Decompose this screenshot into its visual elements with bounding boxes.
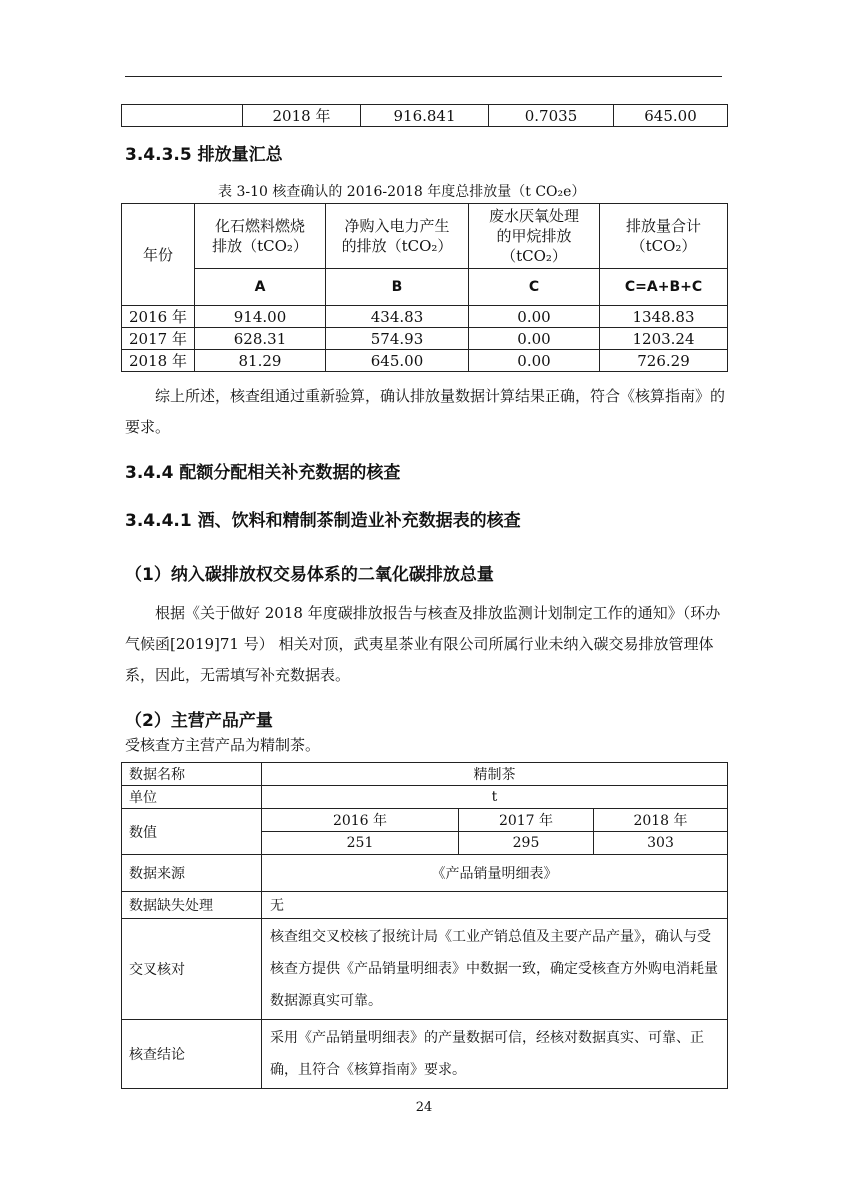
product-output-table [121, 762, 728, 1089]
year-cell: 2016 年 [122, 306, 195, 328]
name-label: 数据名称 [122, 763, 262, 786]
value-cell: 0.00 [469, 306, 600, 328]
prev-table [121, 104, 728, 127]
year-cell: 2017 年 [459, 809, 594, 832]
section-heading-344: 3.4.4 配额分配相关补充数据的核查 [125, 463, 401, 483]
col-d-code: C=A+B+C [600, 269, 728, 306]
col-b-header-line2: 的排放（tCO₂） [341, 237, 453, 255]
value-cell: 574.93 [326, 328, 469, 350]
table-row [122, 786, 728, 809]
source-value: 《产品销量明细表》 [262, 855, 728, 892]
value-cell: 295 [459, 832, 594, 855]
col-b-header-line1: 净购入电力产生 [344, 217, 450, 235]
year-cell: 2018 年 [594, 809, 728, 832]
table-row [122, 306, 728, 328]
col-c-header-line3: （tCO₂） [501, 247, 567, 265]
col-a-header-line1: 化石燃料燃烧 [214, 217, 305, 235]
table-cell: 2018 年 [243, 105, 361, 127]
source-label: 数据来源 [122, 855, 262, 892]
year-cell: 2018 年 [122, 350, 195, 372]
year-cell: 2016 年 [262, 809, 459, 832]
value-label: 数值 [122, 809, 262, 855]
subheading-1: （1）纳入碳排放权交易体系的二氧化碳排放总量 [125, 565, 494, 585]
subheading-2: （2）主营产品产量 [125, 711, 273, 731]
value-cell: 1348.83 [600, 306, 728, 328]
paragraph-2: 受核查方主营产品为精制茶。 [125, 736, 321, 754]
col-b-header [326, 204, 469, 269]
col-c-header-line2: 的甲烷排放 [496, 227, 572, 245]
cross-check-value: 核查组交叉校核了报统计局《工业产销总值及主要产品产量》，确认与受核查方提供《产品销量明细表》中数据一致，确定受核查方外购电消耗量数据源真实可靠。 [262, 919, 728, 1020]
table-cell [122, 105, 243, 127]
table-row [122, 892, 728, 919]
col-d-header [600, 204, 728, 269]
year-cell: 2017 年 [122, 328, 195, 350]
table-cell: 0.7035 [489, 105, 614, 127]
table-header-row [122, 269, 728, 306]
value-cell: 914.00 [195, 306, 326, 328]
unit-label: 单位 [122, 786, 262, 809]
value-cell: 726.29 [600, 350, 728, 372]
col-a-header [195, 204, 326, 269]
col-b-code: B [326, 269, 469, 306]
value-cell: 81.29 [195, 350, 326, 372]
col-c-header [469, 204, 600, 269]
table-row [122, 919, 728, 1020]
value-cell: 0.00 [469, 350, 600, 372]
table-caption: 表 3-10 核查确认的 2016-2018 年度总排放量（t CO₂e） [218, 184, 586, 200]
missing-value: 无 [262, 892, 728, 919]
conclusion-label: 核查结论 [122, 1020, 262, 1089]
table-row [122, 328, 728, 350]
summary-paragraph: 综上所述，核查组通过重新验算，确认排放量数据计算结果正确，符合《核算指南》的要求。 [125, 387, 726, 436]
value-cell: 434.83 [326, 306, 469, 328]
section-heading-3435: 3.4.3.5 排放量汇总 [125, 145, 283, 165]
page-number: 24 [415, 1100, 433, 1115]
value-cell: 628.31 [195, 328, 326, 350]
table-row [122, 350, 728, 372]
unit-value: t [262, 786, 728, 809]
table-row [122, 763, 728, 786]
year-header: 年份 [122, 204, 195, 306]
col-a-header-line2: 排放（tCO₂） [212, 237, 308, 255]
cross-check-label: 交叉核对 [122, 919, 262, 1020]
table-row [122, 105, 728, 127]
emissions-summary-table [121, 203, 728, 372]
col-c-code: C [469, 269, 600, 306]
table-row [122, 855, 728, 892]
header-rule [125, 76, 722, 77]
table-row [122, 809, 728, 832]
conclusion-value: 采用《产品销量明细表》的产量数据可信，经核对数据真实、可靠、正确，且符合《核算指南》要求。 [262, 1020, 728, 1089]
name-value: 精制茶 [262, 763, 728, 786]
value-cell: 303 [594, 832, 728, 855]
missing-label: 数据缺失处理 [122, 892, 262, 919]
section-heading-3441: 3.4.4.1 酒、饮料和精制茶制造业补充数据表的核查 [125, 511, 521, 531]
table-cell: 916.841 [361, 105, 489, 127]
table-row [122, 1020, 728, 1089]
value-cell: 1203.24 [600, 328, 728, 350]
col-d-header-line1: 排放量合计 [625, 217, 701, 235]
col-c-header-line1: 废水厌氧处理 [488, 207, 579, 225]
table-header-row [122, 204, 728, 269]
value-cell: 0.00 [469, 328, 600, 350]
col-d-header-line2: （tCO₂） [630, 237, 697, 255]
col-a-code: A [195, 269, 326, 306]
table-cell: 645.00 [614, 105, 728, 127]
value-cell: 645.00 [326, 350, 469, 372]
paragraph-1: 根据《关于做好 2018 年度碳排放报告与核查及排放监测计划制定工作的通知》（环办气候函[2019]71 号） 相关对顶，武夷星茶业有限公司所属行业未纳入碳交易排放管理体系，因此，无需填写补充数据表。 [125, 604, 721, 684]
value-cell: 251 [262, 832, 459, 855]
